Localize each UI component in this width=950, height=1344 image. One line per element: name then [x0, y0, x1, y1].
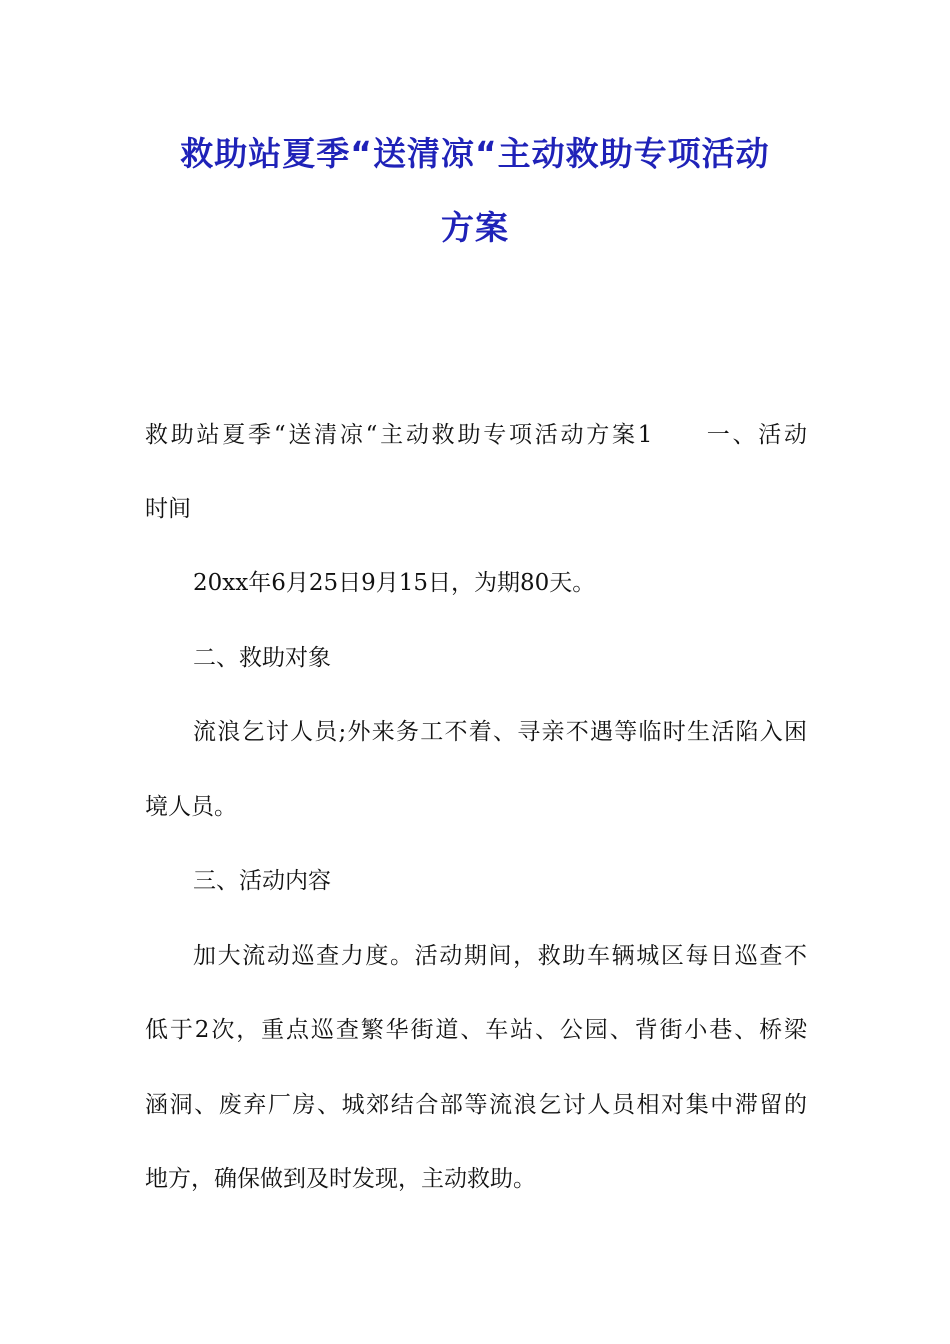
section-heading: 二、救助对象 [193, 645, 331, 671]
paragraph-line: 20xx年6月25日9月15日，为期80天。 [193, 570, 596, 596]
section-heading: 三、活动内容 [193, 868, 331, 894]
paragraph-line: 地方，确保做到及时发现，主动救助。 [145, 1166, 536, 1192]
document-title-line-1: 救助站夏季“送清凉“主动救助专项活动 [180, 134, 770, 173]
paragraph-line: 时间 [145, 496, 191, 522]
paragraph-line: 加大流动巡查力度。活动期间，救助车辆城区每日巡查不 [193, 943, 807, 969]
document-title-line-2: 方案 [441, 208, 509, 247]
paragraph-line: 流浪乞讨人员;外来务工不着、寻亲不遇等临时生活陷入困 [193, 719, 807, 745]
paragraph-line: 涵洞、废弃厂房、城郊结合部等流浪乞讨人员相对集中滞留的 [145, 1092, 807, 1118]
paragraph-line: 救助站夏季“送清凉“主动救助专项活动方案1 一、活动 [145, 422, 807, 448]
paragraph-line: 境人员。 [145, 794, 237, 820]
paragraph-line: 低于2次，重点巡查繁华街道、车站、公园、背街小巷、桥梁 [145, 1017, 807, 1043]
